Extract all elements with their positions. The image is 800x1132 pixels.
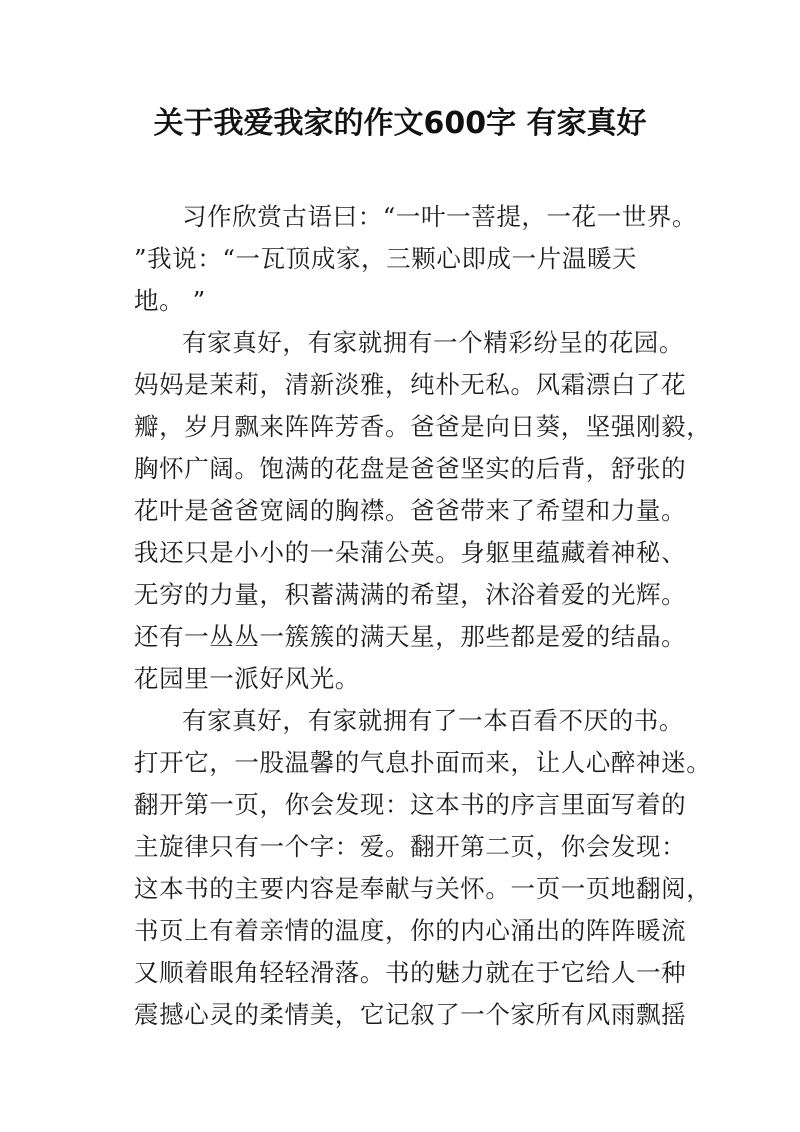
- text-line: 瓣，岁月飘来阵阵芳香。爸爸是向日葵，坚强刚毅，: [134, 412, 712, 441]
- text-line: 主旋律只有一个字：爱。翻开第二页，你会发现：: [134, 832, 687, 861]
- text-line: ”我说：“一瓦顶成家，三颗心即成一片温暖天: [134, 244, 638, 273]
- text-line: 还有一丛丛一簇簇的满天星，那些都是爱的结晶。: [134, 622, 687, 651]
- text-line: 书页上有着亲情的温度，你的内心涌出的阵阵暖流: [134, 916, 687, 945]
- text-line: 又顺着眼角轻轻滑落。书的魅力就在于它给人一种: [134, 958, 687, 987]
- document-title: 关于我爱我家的作文600字 有家真好: [153, 106, 647, 141]
- text-line: 有家真好，有家就拥有一个精彩纷呈的花园。: [182, 328, 684, 357]
- text-line: 花叶是爸爸宽阔的胸襟。爸爸带来了希望和力量。: [134, 496, 687, 525]
- essay-body: [134, 196, 712, 1036]
- text-line: 震撼心灵的柔情美，它记叙了一个家所有风雨飘摇: [134, 1000, 687, 1029]
- text-line: 地。 ”: [134, 286, 206, 315]
- text-line: 有家真好，有家就拥有了一本百看不厌的书。: [182, 706, 684, 735]
- text-line: 打开它，一股温馨的气息扑面而来，让人心醉神迷。: [134, 748, 712, 777]
- text-line: 妈妈是茉莉，清新淡雅，纯朴无私。风霜漂白了花: [134, 370, 687, 399]
- text-line: 我还只是小小的一朵蒲公英。身躯里蕴藏着神秘、: [134, 538, 687, 567]
- text-line: 习作欣赏古语曰：“一叶一菩提，一花一世界。: [182, 202, 698, 231]
- text-line: 无穷的力量，积蓄满满的希望，沐浴着爱的光辉。: [134, 580, 687, 609]
- text-line: 花园里一派好风光。: [134, 664, 360, 693]
- text-line: 这本书的主要内容是奉献与关怀。一页一页地翻阅，: [134, 874, 712, 903]
- text-line: 翻开第一页，你会发现：这本书的序言里面写着的: [134, 790, 687, 819]
- text-line: 胸怀广阔。饱满的花盘是爸爸坚实的后背，舒张的: [134, 454, 687, 483]
